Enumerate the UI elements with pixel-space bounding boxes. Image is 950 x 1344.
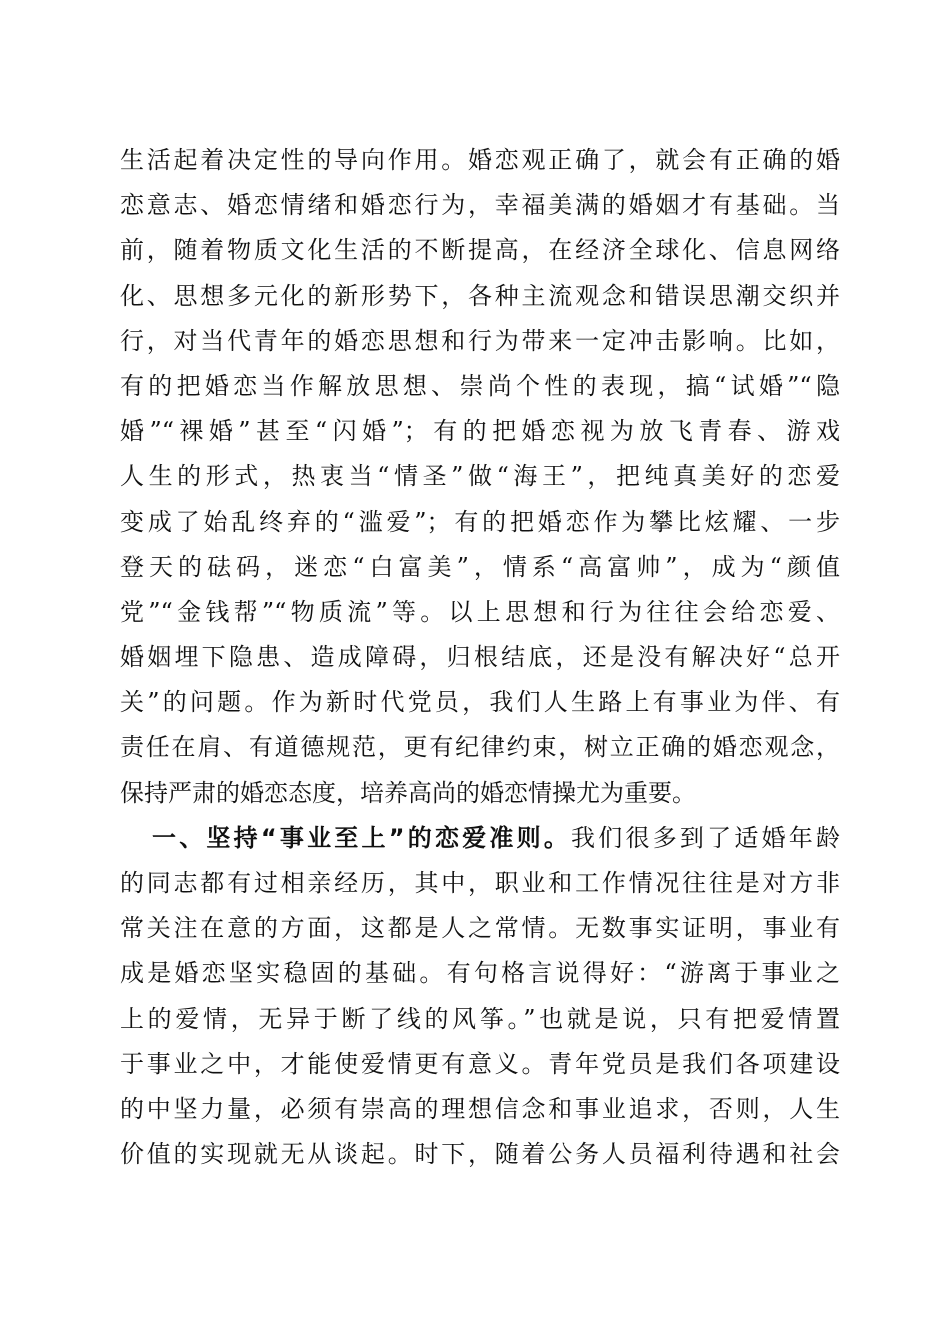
text-line: 党”“金钱帮”“物质流”等。以上思想和行为往往会给恋爱、 — [120, 597, 840, 626]
text-line: 的同志都有过相亲经历，其中，职业和工作情况往往是对方非 — [120, 869, 840, 897]
text-line: 变成了始乱终弃的“滥爱”；有的把婚恋作为攀比炫耀、一步 — [120, 507, 840, 536]
text-line: 生活起着决定性的导向作用。婚恋观正确了，就会有正确的婚 — [120, 146, 840, 174]
paragraph-intro — [120, 138, 840, 816]
text-line: 婚姻埋下隐患、造成障碍，归根结底，还是没有解决好“总开 — [120, 643, 840, 672]
text-line: 的中坚力量，必须有崇高的理想信念和事业追求，否则，人生 — [120, 1094, 840, 1123]
section-heading: 一、坚持“事业至上”的恋爱准则。 — [152, 823, 572, 852]
text-line: 行，对当代青年的婚恋思想和行为带来一定冲击影响。比如， — [120, 326, 840, 355]
text-line: 有的把婚恋当作解放思想、崇尚个性的表现，搞“试婚”“隐 — [120, 371, 840, 400]
text-line: 上的爱情，无异于断了线的风筝。”也就是说，只有把爱情置 — [120, 1004, 840, 1033]
text-line: 婚”“裸婚”甚至“闪婚”；有的把婚恋视为放飞青春、游戏 — [120, 417, 840, 446]
text-line: 恋意志、婚恋情绪和婚恋行为，幸福美满的婚姻才有基础。当 — [120, 191, 840, 220]
text-line: 保持严肃的婚恋态度，培养高尚的婚恋情操尤为重要。 — [120, 778, 696, 807]
text-line: 化、思想多元化的新形势下，各种主流观念和错误思潮交织并 — [120, 281, 840, 310]
text-line: 前，随着物质文化生活的不断提高，在经济全球化、信息网络 — [120, 236, 840, 265]
text-line: 成是婚恋坚实稳固的基础。有句格言说得好：“游离于事业之 — [120, 959, 840, 988]
text-line: 常关注在意的方面，这都是人之常情。无数事实证明，事业有 — [120, 914, 840, 943]
text-line: 登天的砝码，迷恋“白富美”，情系“高富帅”，成为“颜值 — [120, 552, 840, 581]
section-heading-line — [120, 816, 840, 861]
text-line: 人生的形式，热衷当“情圣”做“海王”，把纯真美好的恋爱 — [120, 462, 840, 491]
text-line: 价值的实现就无从谈起。时下，随着公务人员福利待遇和社会 — [120, 1140, 840, 1169]
document-body — [120, 138, 840, 1177]
text-line: 于事业之中，才能使爱情更有意义。青年党员是我们各项建设 — [120, 1049, 840, 1078]
section-first-line-text: 我们很多到了适婚年龄 — [571, 823, 841, 852]
text-line: 关”的问题。作为新时代党员，我们人生路上有事业为伴、有 — [120, 688, 840, 717]
section-one — [120, 816, 840, 1178]
text-line: 责任在肩、有道德规范，更有纪律约束，树立正确的婚恋观念， — [120, 733, 840, 762]
